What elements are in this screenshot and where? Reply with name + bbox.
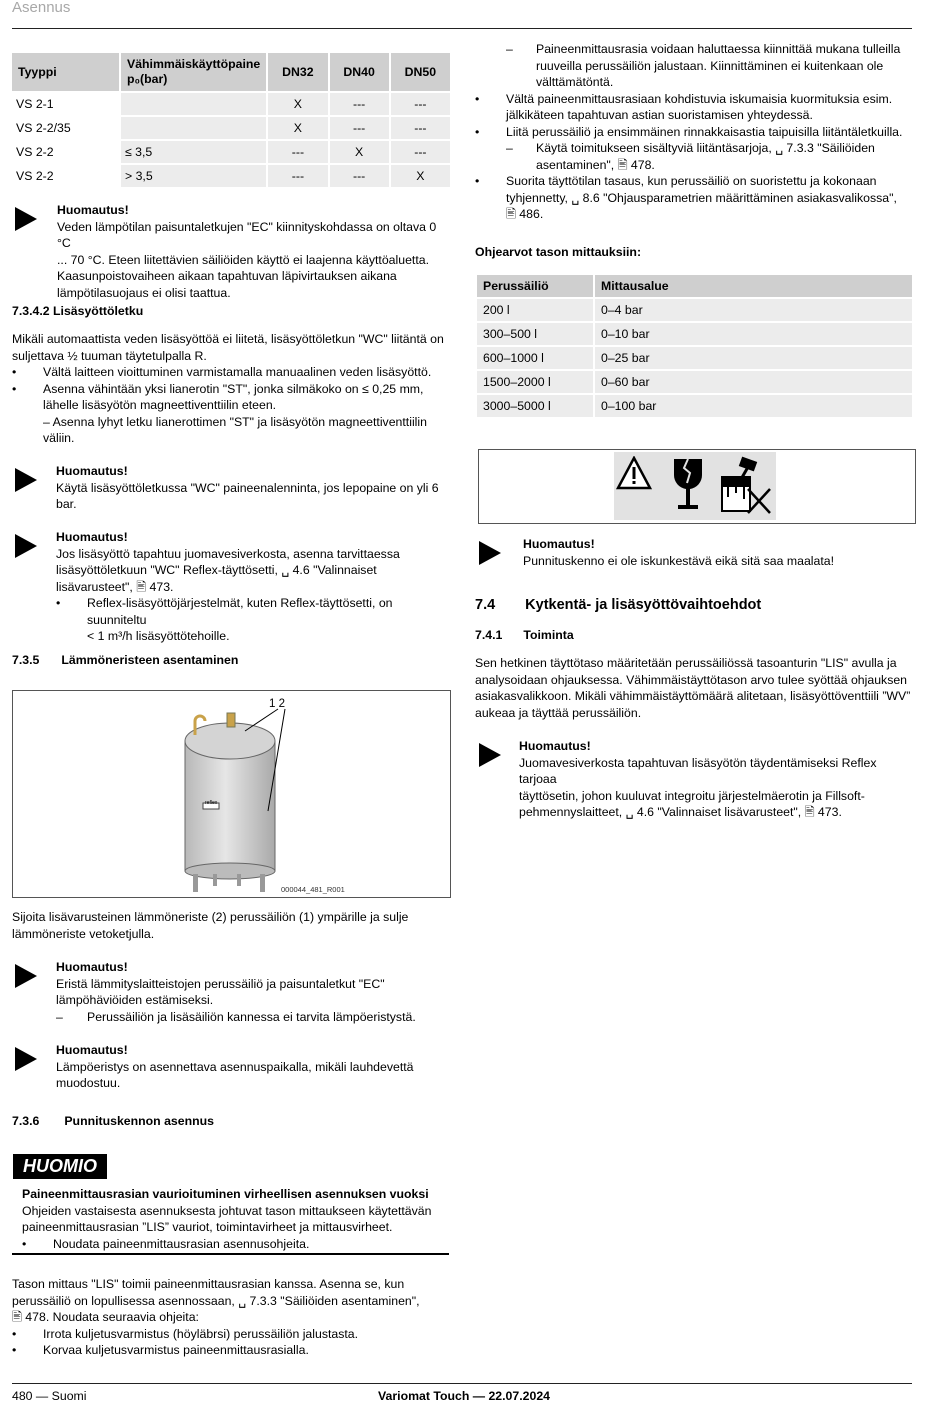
note-5 bbox=[56, 1042, 452, 1092]
table-header: DN40 bbox=[330, 53, 389, 91]
note-arrow-icon bbox=[15, 964, 37, 988]
insulation-figure bbox=[12, 690, 451, 898]
table-cell: --- bbox=[268, 141, 327, 163]
tank-illustration bbox=[13, 691, 450, 897]
section-heading-7342: 7.3.4.2 Lisäsyöttöletku bbox=[12, 304, 144, 318]
figure-callouts: 1 2 bbox=[269, 698, 285, 710]
table-header: Mittausalue bbox=[595, 275, 912, 297]
footer-document: Variomat Touch — 22.07.2024 bbox=[378, 1389, 551, 1403]
table-cell: --- bbox=[330, 117, 389, 139]
function-paragraph bbox=[475, 655, 915, 721]
table-row bbox=[477, 299, 912, 321]
table-header: Tyyppi bbox=[12, 53, 119, 91]
note-text: Kaasunpoistovaiheen aikaan tapahtuvan läpivirtauksen aikana bbox=[57, 269, 397, 283]
table-cell bbox=[121, 93, 266, 115]
table-row bbox=[12, 117, 450, 139]
note-text: Jos lisäsyöttö tapahtuu juomavesiverkosta, asenna tarvittaessa bbox=[56, 546, 400, 561]
right-instructions bbox=[475, 41, 915, 223]
note-title: Huomautus! bbox=[56, 464, 128, 478]
table-cell: --- bbox=[268, 165, 327, 187]
table-title: Ohjearvot tason mittauksiin: bbox=[475, 245, 642, 259]
table-cell: X bbox=[391, 165, 450, 187]
note-arrow-icon bbox=[15, 534, 37, 558]
table-row bbox=[12, 165, 450, 187]
table-cell: --- bbox=[330, 93, 389, 115]
note-text: Käytä lisäsyöttöletkussa "WC" paineenalenninta, jos lepopaine on yli 6 bbox=[56, 480, 439, 495]
note-arrow-icon bbox=[479, 541, 501, 565]
note-text: Lämpöeristys on asennettava asennuspaikalla, mikäli lauhdevettä bbox=[56, 1059, 414, 1074]
bullet-item: • Reflex-lisäsyöttöjärjestelmät, kuten Reflex-täyttösetti, on suunniteltu < 1 m³/h lisäsyöttötehoille. bbox=[56, 595, 452, 645]
note-text: ... 70 °C. Eteen liitettävien säiliöiden käyttö ei laajenna käyttöaluetta. bbox=[57, 252, 429, 267]
no-paint-icon bbox=[718, 455, 774, 517]
note-arrow-icon bbox=[479, 743, 501, 767]
note-title: Huomautus! bbox=[519, 739, 591, 753]
table-cell: 0–60 bar bbox=[595, 371, 912, 393]
table-header: DN32 bbox=[268, 53, 327, 91]
huomio-text: paineenmittausrasian ”LIS” vauriot, toimintavirheet ja mittausvirheet. bbox=[22, 1220, 393, 1234]
table-cell: X bbox=[268, 117, 327, 139]
note-text: lämpötilasuojaus ei olisi taattua. bbox=[57, 285, 231, 300]
table-cell: VS 2-2/35 bbox=[12, 117, 119, 139]
footer-divider bbox=[12, 1383, 912, 1384]
dash-item: – Perussäiliön ja lisäsäiliön kannessa ei tarvita lämpöeristystä. bbox=[56, 1009, 452, 1026]
table-cell: --- bbox=[391, 117, 450, 139]
table-cell: 0–4 bar bbox=[595, 299, 912, 321]
paragraph: asiakasvalikkoon. Mikäli vähimmäistäyttömäärä alitetaan, lisäsyöttöventtiili ”WV” bbox=[475, 689, 911, 703]
table-cell: X bbox=[268, 93, 327, 115]
table-cell: > 3,5 bbox=[121, 165, 266, 187]
huomio-text: Ohjeiden vastaisesta asennuksesta johtuvat tason mittaukseen käytettävän bbox=[22, 1203, 432, 1218]
note-text: lämpöhäviöiden estämiseksi. bbox=[56, 993, 214, 1007]
table-cell: 200 l bbox=[477, 299, 593, 321]
table-row bbox=[12, 93, 450, 115]
icon-strip bbox=[614, 452, 776, 520]
dash-item: – Käytä toimitukseen sisältyviä liitäntäsarjoja, ␣ 7.3.3 "Säiliöiden asentaminen", 🖹 478. bbox=[506, 141, 875, 172]
bullet-item: • Irrota kuljetusvarmistus (höyläbrsi) perussäiliön jalustasta. bbox=[12, 1326, 452, 1343]
table-row bbox=[477, 395, 912, 417]
table-row bbox=[477, 347, 912, 369]
paragraph: 🖹 478. Noudata seuraavia ohjeita: bbox=[12, 1310, 199, 1324]
table-cell: 0–10 bar bbox=[595, 323, 912, 345]
huomio-content bbox=[22, 1186, 450, 1252]
note-title: Huomautus! bbox=[56, 1043, 128, 1057]
bullet-item: • Asenna vähintään yksi lianerotin "ST", jonka silmäkoko on ≤ 0,25 mm, lähelle lisäsyötön magneettiventtiilin eteen. bbox=[12, 381, 452, 414]
note-title: Huomautus! bbox=[56, 530, 128, 544]
note-title: Huomautus! bbox=[56, 960, 128, 974]
table-cell: X bbox=[330, 141, 389, 163]
bullet-item: • Noudata paineenmittausrasian asennusohjeita. bbox=[22, 1236, 450, 1253]
safety-icons-box bbox=[478, 449, 916, 524]
table-cell: 0–25 bar bbox=[595, 347, 912, 369]
table-row bbox=[477, 323, 912, 345]
table-cell: 600–1000 l bbox=[477, 347, 593, 369]
paragraph: Mikäli automaattista veden lisäsyöttöä ei liitetä, lisäsyöttöletkun "WC" liitäntä on bbox=[12, 332, 444, 346]
table-cell: --- bbox=[391, 93, 450, 115]
footer-page: 480 — Suomi bbox=[12, 1389, 87, 1403]
table-header: Perussäiliö bbox=[477, 275, 593, 297]
measurement-range-table bbox=[475, 273, 914, 419]
dash-item: – Paineenmittausrasia voidaan haluttaessa kiinnittää mukana tulleilla ruuveilla perussäiliön jalustaan. Kiinnittäminen ei kuitenkaan ole välttämätöntä. bbox=[506, 42, 901, 89]
table-cell: 1500–2000 l bbox=[477, 371, 593, 393]
note-6 bbox=[523, 536, 913, 569]
note-4 bbox=[56, 959, 452, 1025]
huomio-badge: HUOMIO bbox=[13, 1154, 107, 1179]
level-measurement-paragraph bbox=[12, 1276, 452, 1359]
figure-code: 000044_481_R001 bbox=[281, 885, 345, 894]
huomio-title: Paineenmittausrasian vaurioituminen virheellisen asennuksen vuoksi bbox=[22, 1187, 429, 1201]
paragraph: Tason mittaus "LIS" toimii paineenmittausrasian kanssa. Asenna se, kun bbox=[12, 1277, 405, 1291]
note-title: Huomautus! bbox=[523, 537, 595, 551]
note-arrow-icon bbox=[15, 1047, 37, 1071]
section-7342-body bbox=[12, 331, 452, 447]
paragraph: perussäiliö on lopullisessa asennossaan, ␣ 7.3.3 "Säiliöiden asentaminen", bbox=[12, 1293, 420, 1308]
note-text: täyttösetin, johon kuuluvat integroitu järjestelmäerotin ja Fillsoft- bbox=[519, 788, 865, 803]
table-cell: VS 2-2 bbox=[12, 141, 119, 163]
bullet-item: • Suorita täyttötilan tasaus, kun perussäiliö on suoristettu ja kokonaan tyhjennetty, ␣ 8.6 "Ohjausparametrien määrittäminen asiakasvalikossa", 🖹 486. bbox=[475, 173, 915, 223]
note-arrow-icon bbox=[15, 468, 37, 492]
bullet-item: • Liitä perussäiliö ja ensimmäinen rinnakkaisastia taipuisilla liitäntäletkuilla. bbox=[475, 124, 915, 141]
table-cell: --- bbox=[391, 141, 450, 163]
note-text: Veden lämpötilan paisuntaletkujen "EC" kiinnityskohdassa on oltava 0 °C bbox=[57, 219, 437, 250]
table-header: Vähimmäiskäyttöpaine p₀(bar) bbox=[121, 53, 266, 91]
table-cell: --- bbox=[330, 165, 389, 187]
bullet-item: • Korvaa kuljetusvarmistus paineenmittausrasialla. bbox=[12, 1342, 452, 1359]
dash-item: – Asenna lyhyt letku lianerottimen "ST" ja lisäsyötön magneettiventtiilin väliin. bbox=[43, 414, 427, 445]
huomio-bottom-rule bbox=[12, 1253, 449, 1255]
bullet-item: • Vältä laitteen vioittuminen varmistamalla manuaalinen veden lisäsyöttö. bbox=[12, 364, 452, 381]
table-cell: 3000–5000 l bbox=[477, 395, 593, 417]
note-1 bbox=[57, 202, 452, 301]
header-divider bbox=[12, 28, 912, 29]
paragraph: lämmöneriste vetoketjulla. bbox=[12, 926, 155, 941]
note-text: lisävarusteet", 🖹 473. bbox=[56, 579, 174, 594]
note-7 bbox=[519, 738, 914, 821]
note-3 bbox=[56, 529, 452, 645]
section-heading-741: 7.4.1 Toiminta bbox=[475, 628, 574, 642]
table-cell: 300–500 l bbox=[477, 323, 593, 345]
table-cell: VS 2-1 bbox=[12, 93, 119, 115]
note-title: Huomautus! bbox=[57, 203, 129, 217]
fragile-icon bbox=[666, 455, 710, 515]
page-header-title: Asennus bbox=[12, 0, 71, 16]
paragraph: suljettava ½ tuuman täytetulpalla R. bbox=[12, 348, 207, 363]
table-header: DN50 bbox=[391, 53, 450, 91]
note-text: muodostuu. bbox=[56, 1076, 121, 1090]
note-text: Juomavesiverkosta tapahtuvan lisäsyötön täydentämiseksi Reflex tarjoaa bbox=[519, 755, 877, 786]
warning-icon bbox=[616, 456, 652, 490]
section-heading-74: 7.4 Kytkentä- ja lisäsyöttövaihtoehdot bbox=[475, 597, 762, 613]
paragraph: analysoidaan ohjauksessa. Vähimmäistäyttötason arvo tulee syöttää ohjauksen bbox=[475, 672, 908, 687]
note-text: bar. bbox=[56, 497, 77, 511]
table-cell bbox=[121, 117, 266, 139]
insulation-paragraph bbox=[12, 909, 452, 942]
note-text: lisäsyöttöletkuun "WC" Reflex-täyttösetti, ␣ 4.6 "Valinnaiset bbox=[56, 563, 377, 577]
table-cell: 0–100 bar bbox=[595, 395, 912, 417]
bullet-item: • Vältä paineenmittausrasiaan kohdistuvia iskumaisia kuormituksia esim. jälkikäteen tapahtuvan astian suoristamisen yhteydessä. bbox=[475, 91, 915, 124]
table-cell: ≤ 3,5 bbox=[121, 141, 266, 163]
section-heading-736: 7.3.6 Punnituskennon asennus bbox=[12, 1114, 214, 1128]
dn-size-table bbox=[10, 51, 452, 189]
note-2 bbox=[56, 463, 452, 513]
table-cell: VS 2-2 bbox=[12, 165, 119, 187]
note-text: Eristä lämmityslaitteistojen perussäiliö ja paisuntaletkut "EC" bbox=[56, 976, 385, 991]
paragraph: aukeaa ja täyttää perussäiliön. bbox=[475, 705, 642, 720]
note-text: Punnituskenno ei ole iskunkestävä eikä sitä saa maalata! bbox=[523, 553, 835, 568]
paragraph: Sijoita lisävarusteinen lämmöneriste (2) perussäiliön (1) ympärille ja sulje bbox=[12, 910, 409, 924]
note-arrow-icon bbox=[15, 207, 37, 231]
section-heading-735: 7.3.5 Lämmöneristeen asentaminen bbox=[12, 653, 239, 667]
paragraph: Sen hetkinen täyttötaso määritetään perussäiliössä tasoanturin "LIS" avulla ja bbox=[475, 656, 897, 670]
note-text: pehmennyslaitteet, ␣ 4.6 "Valinnaiset lisävarusteet", 🖹 473. bbox=[519, 805, 842, 819]
table-row bbox=[477, 371, 912, 393]
table-row bbox=[12, 141, 450, 163]
tank-label: reflex bbox=[205, 800, 218, 806]
